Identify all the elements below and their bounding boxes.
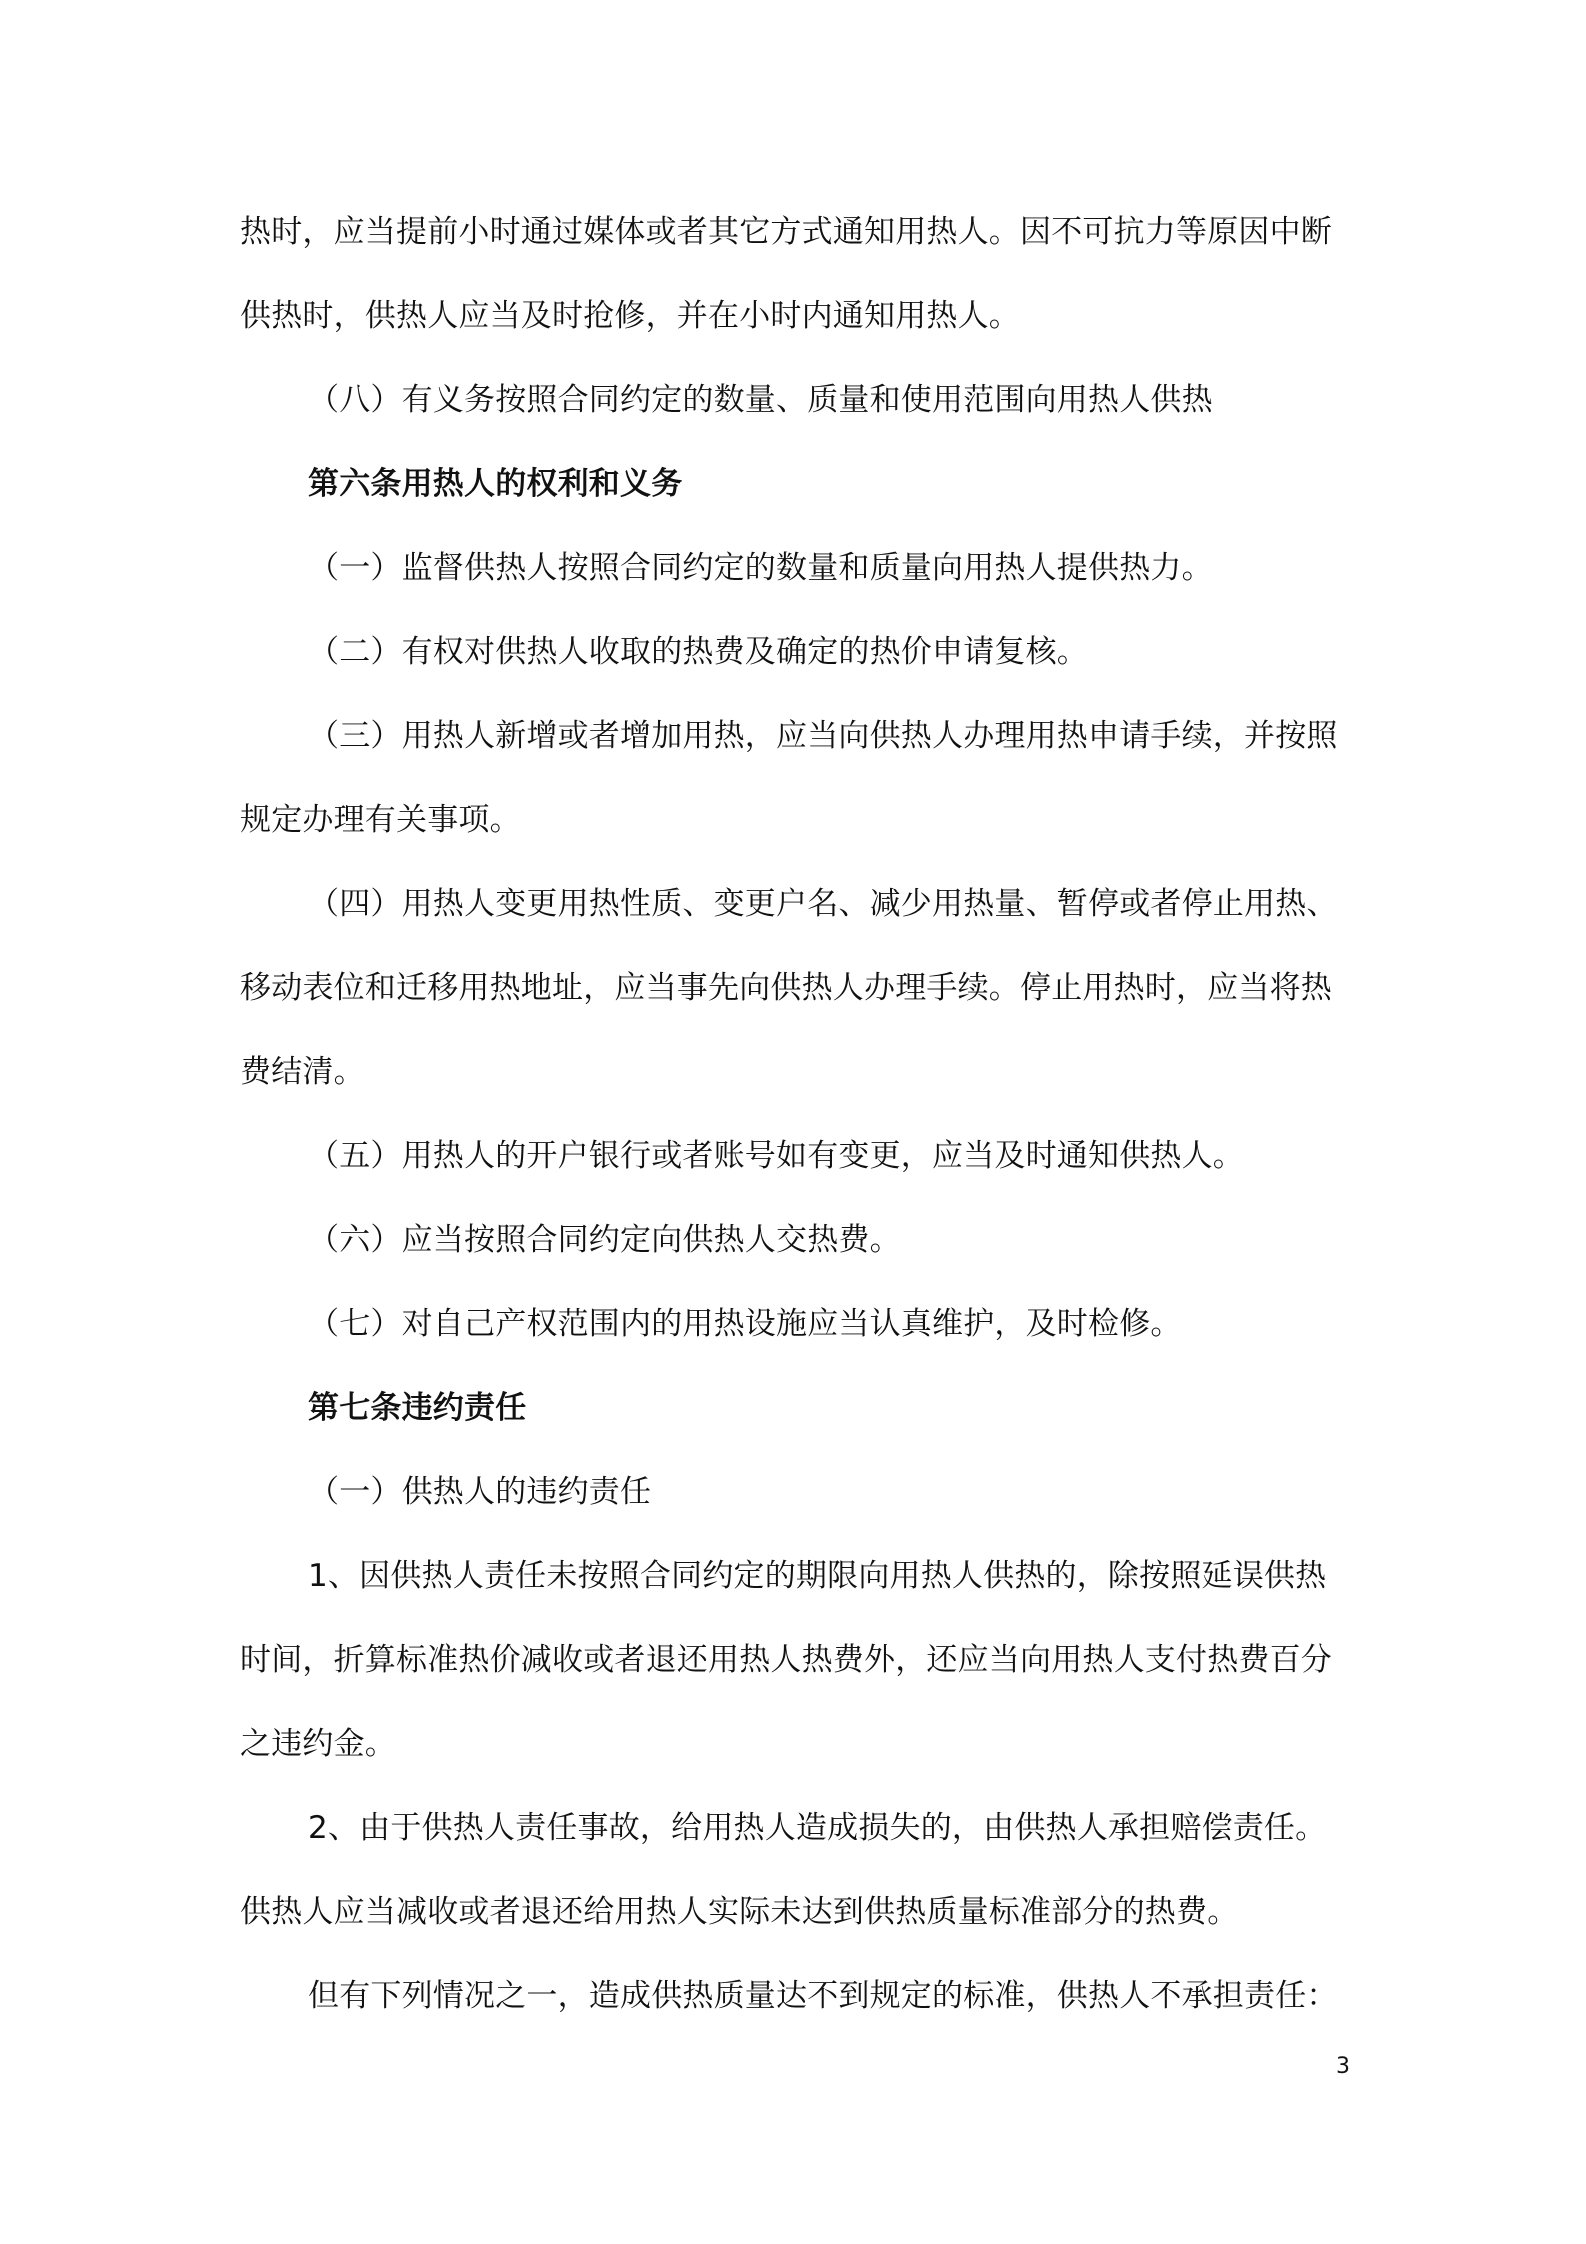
item-4-cont-2: 费结清。	[240, 1054, 365, 1090]
text-line-2: 供热时，供热人应当及时抢修，并在小时内通知用热人。	[240, 298, 1020, 334]
page-number: 3	[1336, 2054, 1350, 2079]
item-2: （二）有权对供热人收取的热费及确定的热价申请复核。	[308, 634, 1088, 670]
liability-1: 1、因供热人责任未按照合同约定的期限向用热人供热的，除按照延误供热	[308, 1558, 1327, 1594]
item-6: （六）应当按照合同约定向供热人交热费。	[308, 1222, 901, 1258]
article-6-heading: 第六条用热人的权利和义务	[308, 466, 683, 502]
liability-1-cont-2: 之违约金。	[240, 1726, 396, 1762]
liability-heading: （一）供热人的违约责任	[308, 1474, 652, 1510]
exception-intro: 但有下列情况之一，造成供热质量达不到规定的标准，供热人不承担责任：	[308, 1978, 1338, 2014]
clause-8: （八）有义务按照合同约定的数量、质量和使用范围向用热人供热	[308, 382, 1213, 418]
item-7: （七）对自己产权范围内的用热设施应当认真维护，及时检修。	[308, 1306, 1182, 1342]
item-4: （四）用热人变更用热性质、变更户名、减少用热量、暂停或者停止用热、	[308, 886, 1338, 922]
item-4-cont-1: 移动表位和迁移用热地址，应当事先向供热人办理手续。停止用热时，应当将热	[240, 970, 1332, 1006]
item-3-cont: 规定办理有关事项。	[240, 802, 521, 838]
item-5: （五）用热人的开户银行或者账号如有变更，应当及时通知供热人。	[308, 1138, 1244, 1174]
liability-2: 2、由于供热人责任事故，给用热人造成损失的，由供热人承担赔偿责任。	[308, 1810, 1327, 1846]
liability-2-cont: 供热人应当减收或者退还给用热人实际未达到供热质量标准部分的热费。	[240, 1894, 1239, 1930]
text-line-1: 热时，应当提前小时通过媒体或者其它方式通知用热人。因不可抗力等原因中断	[240, 214, 1332, 250]
item-3: （三）用热人新增或者增加用热，应当向供热人办理用热申请手续，并按照	[308, 718, 1338, 754]
liability-1-cont-1: 时间，折算标准热价减收或者退还用热人热费外，还应当向用热人支付热费百分	[240, 1642, 1332, 1678]
article-7-heading: 第七条违约责任	[308, 1390, 527, 1426]
item-1: （一）监督供热人按照合同约定的数量和质量向用热人提供热力。	[308, 550, 1213, 586]
